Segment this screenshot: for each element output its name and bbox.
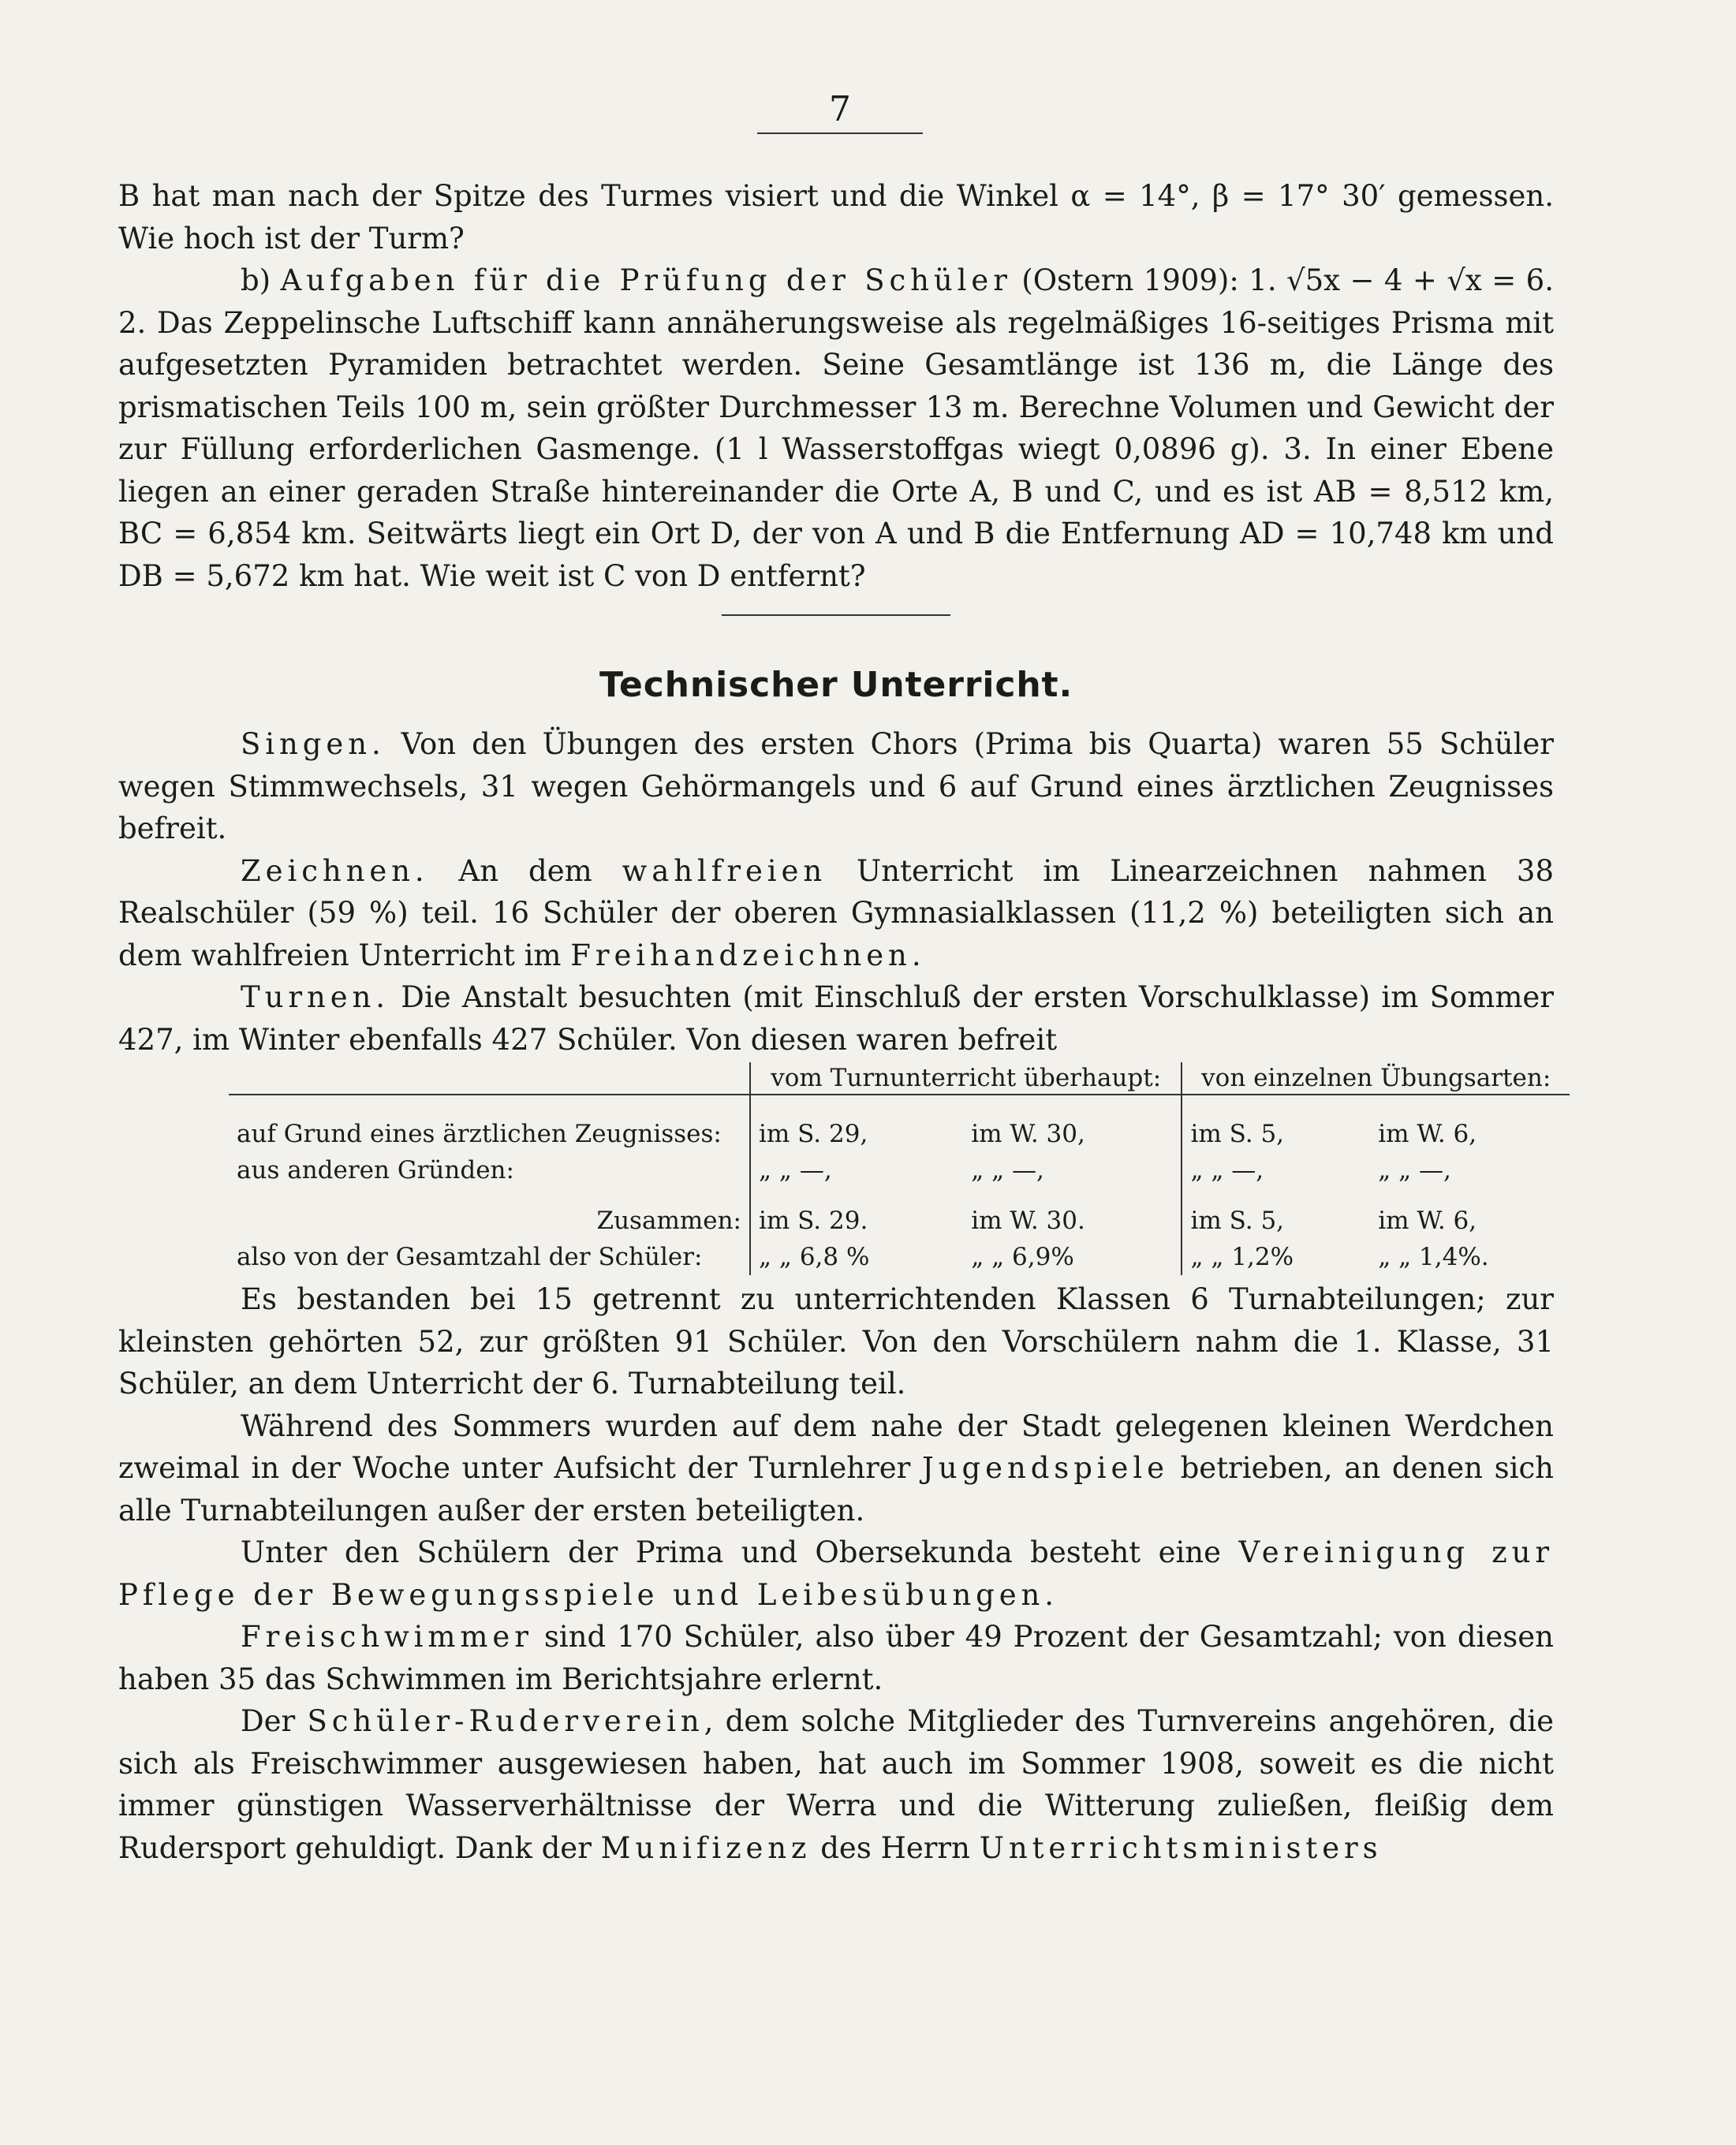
body-text <box>118 175 1554 1869</box>
turnen-label: Turnen. <box>241 980 390 1014</box>
math-problem-line: B hat man nach der Spitze des Turmes visiert und die Winkel α = 14°, β = 17° 30′ gemessen. Wie hoch ist der Turm? <box>118 179 1554 256</box>
column-header-uebungsarten: von einzelnen Übungsarten: <box>1182 1062 1570 1095</box>
zeichnen-label: Zeichnen. <box>241 853 429 888</box>
exemption-table <box>229 1062 1570 1275</box>
section-divider <box>722 614 950 616</box>
singen-paragraph: Singen. Von den Übungen des ersten Chors (Prima bis Quarta) waren 55 Schüler wegen Stimmwechsels, 31 wegen Gehörmangels und 6 auf Grund eines ärztlichen Zeugnisses befreit. <box>118 727 1554 845</box>
table-row: aus anderen Gründen: „ „ —, „ „ —, „ „ —, „ „ —, <box>229 1152 1570 1188</box>
page-number: 7 <box>757 88 923 134</box>
section-heading: Technischer Unterricht. <box>599 665 1073 705</box>
table-row: also von der Gesamtzahl der Schüler: „ „ 6,8 % „ „ 6,9% „ „ 1,2% „ „ 1,4%. <box>229 1239 1570 1275</box>
table-row: Zusammen: im S. 29. im W. 30. im S. 5, im W. 6, <box>229 1188 1570 1239</box>
vereinigung-paragraph: Unter den Schülern der Prima und Obersekunda besteht eine Vereinigung zur Pflege der Bewegungsspiele und Leibesübungen. <box>118 1535 1554 1612</box>
exam-problems-paragraph: b) Aufgaben für die Prüfung der Schüler (Ostern 1909): 1. √5x − 4 + √x = 6. 2. Das Zeppelinsche Luftschiff kann annäherungsweise als regelmäßiges 16-seitiges Prisma mit aufgesetzten Pyramiden betrachtet werden. Seine Gesamtlänge ist 136 m, die Länge des prismatischen Teils 100 m, sein größter Durchmesser 13 m. Berechne Volumen und Gewicht der zur Füllung erforderlichen Gasmenge. (1 l Wasserstoffgas wiegt 0,0896 g). 3. In einer Ebene liegen an einer geraden Straße hintereinander die Orte A, B und C, und es ist AB = 8,512 km, BC = 6,854 km. Seitwärts liegt ein Ort D, der von A und B die Entfernung AD = 10,748 km und DB = 5,672 km hat. Wie weit ist C von D entfernt? <box>118 263 1554 593</box>
exam-problems-heading: Aufgaben für die Prüfung der Schüler <box>280 263 1012 297</box>
zeichnen-paragraph: Zeichnen. An dem wahlfreien Unterricht im Linearzeichnen nahmen 38 Realschüler (59 %) teil. 16 Schüler der oberen Gymnasialklassen (11,2 %) beteiligten sich an dem wahlfreien Unterricht im Freihandzeichnen. <box>118 853 1555 972</box>
column-header-turnunterricht: vom Turnunterricht überhaupt: <box>750 1062 1182 1095</box>
turnabteilungen-paragraph: Es bestanden bei 15 getrennt zu unterrichtenden Klassen 6 Turnabteilungen; zur kleinsten gehörten 52, zur größten 91 Schüler. Von den Vorschülern nahm die 1. Klasse, 31 Schüler, an dem Unterricht der 6. Turnabteilung teil. <box>118 1282 1554 1401</box>
singen-label: Singen. <box>241 727 386 761</box>
ruderverein-paragraph: Der Schüler-Ruderverein, dem solche Mitglieder des Turnvereins angehören, die sich als Freischwimmer ausgewiesen haben, hat auch im Sommer 1908, soweit es die nicht immer günstigen Wasserverhältnisse der Werra und die Witterung zuließen, fleißig dem Rudersport gehuldigt. Dank der Munifizenz des Herrn Unterrichtsministers <box>118 1704 1554 1865</box>
jugendspiele-paragraph: Während des Sommers wurden auf dem nahe der Stadt gelegenen kleinen Werdchen zweimal in der Woche unter Aufsicht der Turnlehrer Jugendspiele betrieben, an denen sich alle Turnabteilungen außer der ersten beteiligten. <box>118 1408 1555 1528</box>
table-row: auf Grund eines ärztlichen Zeugnisses: im S. 29, im W. 30, im S. 5, im W. 6, <box>229 1095 1570 1152</box>
turnen-paragraph: Turnen. Die Anstalt besuchten (mit Einschluß der ersten Vorschulklasse) im Sommer 427, im Winter ebenfalls 427 Schüler. Von diesen waren befreit <box>118 980 1554 1057</box>
freischwimmer-paragraph: Freischwimmer sind 170 Schüler, also über 49 Prozent der Gesamtzahl; von diesen haben 35 das Schwimmen im Berichtsjahre erlernt. <box>118 1620 1554 1696</box>
